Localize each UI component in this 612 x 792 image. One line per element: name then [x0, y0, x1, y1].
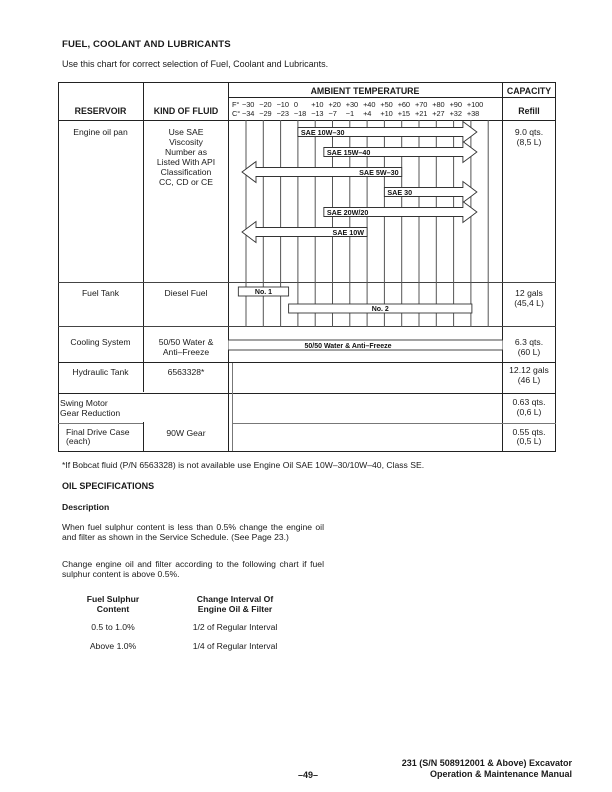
header-reservoir: RESERVOIR — [74, 106, 127, 116]
scale-tick-label: +38 — [466, 109, 480, 118]
capacity-line: (60 L) — [517, 347, 541, 357]
kind-of-fluid-line: Use SAE — [168, 127, 204, 137]
intro-text: Use this chart for correct selection of Fuel, Coolant and Lubricants. — [62, 59, 329, 69]
sulphur-header-content — [78, 594, 148, 614]
oil-range-label: SAE 15W–40 — [326, 148, 371, 157]
fuel-range-label: No. 2 — [371, 306, 389, 313]
row-fuel-kind — [143, 288, 229, 298]
sulphur-row-2-interval: 1/4 of Regular Interval — [192, 641, 278, 651]
sulphur-header-line: Fuel Sulphur — [86, 594, 140, 604]
capacity-line: 12.12 gals — [509, 365, 549, 375]
footer-line-2: Operation & Maintenance Manual — [429, 769, 572, 779]
header-kind-of-fluid: KIND OF FLUID — [153, 106, 219, 116]
row-hydraulic-kind — [143, 367, 229, 377]
scale-unit-label: F° — [232, 100, 240, 109]
page-title: FUEL, COOLANT AND LUBRICANTS — [62, 39, 231, 50]
kind-of-fluid-line: CC, CD or CE — [159, 177, 213, 187]
scale-tick-label: +21 — [415, 109, 428, 118]
sulphur-header-line: Engine Oil & Filter — [197, 604, 273, 614]
description-para-1: When fuel sulphur content is less than 0.5% change the engine oil and filter as shown in the Service Schedule. (See Page 23.) — [62, 522, 324, 542]
scale-tick-label: +10 — [311, 100, 324, 109]
oil-specs-title: OIL SPECIFICATIONS — [62, 481, 155, 491]
oil-range-label: SAE 5W–30 — [359, 168, 399, 177]
row-divider-4 — [58, 393, 556, 394]
scale-tick-label: +27 — [432, 109, 445, 118]
scale-tick-label: −29 — [259, 109, 272, 118]
reservoir-line: Gear Reduction — [60, 408, 121, 418]
description-para-2: Change engine oil and filter according to the following chart if fuel sulphur content is above 0.5%. — [62, 559, 324, 579]
fuel-range-label: No. 1 — [254, 289, 273, 296]
capacity-line: (0,5 L) — [516, 436, 542, 446]
description-heading: Description — [62, 502, 110, 512]
reservoir-line: (each) — [66, 436, 91, 446]
scale-tick-label: −23 — [276, 109, 289, 118]
scale-tick-label: +80 — [432, 100, 445, 109]
chart-inner-left — [232, 363, 233, 451]
row-divider-5b — [232, 423, 556, 424]
row-hydraulic-capacity — [502, 365, 556, 385]
scale-tick-label: −34 — [242, 109, 255, 118]
scale-tick-label: −10 — [276, 100, 289, 109]
oil-range-label: SAE 30 — [387, 188, 413, 197]
row-fuel-reservoir: Fuel Tank — [81, 288, 120, 298]
reservoir-line: Swing Motor — [60, 398, 108, 408]
scale-tick-label: +60 — [397, 100, 410, 109]
row-divider-5a — [58, 423, 143, 424]
row-fuel-capacity — [502, 288, 556, 308]
capacity-line: 0.55 qts. — [512, 427, 546, 437]
sulphur-row-1-interval: 1/2 of Regular Interval — [192, 622, 278, 632]
header-ambient-temperature: AMBIENT TEMPERATURE — [310, 86, 420, 96]
sulphur-row-2-content: Above 1.0% — [89, 641, 137, 651]
row-cooling-kind — [143, 337, 229, 357]
scale-tick-label: +40 — [363, 100, 376, 109]
reservoir-line: Final Drive Case — [66, 427, 130, 437]
capacity-line: (0,6 L) — [516, 407, 542, 417]
scale-tick-label: +20 — [328, 100, 341, 109]
oil-range-label: SAE 10W–30 — [300, 128, 345, 137]
sulphur-row-1-content: 0.5 to 1.0% — [91, 622, 135, 632]
scale-unit-label: C° — [232, 109, 241, 118]
fluids-table — [58, 82, 556, 452]
row-engine-oil-capacity — [502, 127, 556, 147]
temperature-chart — [228, 120, 503, 327]
capacity-line: 6.3 qts. — [514, 337, 544, 347]
scale-tick-label: +32 — [449, 109, 462, 118]
scale-tick-label: −20 — [259, 100, 272, 109]
row-hydraulic-reservoir: Hydraulic Tank — [72, 367, 129, 377]
scale-tick-label: +30 — [345, 100, 359, 109]
scale-tick-label: 0 — [293, 100, 298, 109]
capacity-line: 0.63 qts. — [512, 397, 546, 407]
row-swing-motor-capacity — [502, 397, 556, 417]
kind-of-fluid-line: Classification — [160, 167, 212, 177]
kind-of-fluid-line: Number as — [164, 147, 208, 157]
row-cooling-reservoir: Cooling System — [70, 337, 131, 347]
capacity-line: 9.0 qts. — [514, 127, 544, 137]
row-swing-motor-reservoir — [60, 398, 143, 418]
oil-range-label: SAE 10W — [332, 228, 365, 237]
coolant-chart — [228, 327, 503, 363]
scale-tick-label: +15 — [397, 109, 410, 118]
capacity-line: (8,5 L) — [516, 137, 542, 147]
oil-range-label: SAE 20W/20 — [326, 208, 369, 217]
capacity-line: 12 gals — [515, 288, 543, 298]
kind-of-fluid-line: Listed With API — [156, 157, 216, 167]
header-subdivider — [228, 97, 556, 98]
scale-tick-label: +50 — [380, 100, 393, 109]
scale-tick-label: −7 — [328, 109, 337, 118]
kind-of-fluid-line: 90W Gear — [166, 428, 206, 438]
row-cooling-capacity — [502, 337, 556, 357]
header-capacity: CAPACITY — [506, 86, 552, 96]
scale-tick-label: −1 — [345, 109, 355, 118]
capacity-line: (45,4 L) — [514, 298, 544, 308]
row-engine-oil-reservoir: Engine oil pan — [73, 127, 128, 137]
sulphur-header-interval — [180, 594, 290, 614]
row-final-drive-capacity — [502, 428, 556, 446]
scale-tick-label: +70 — [415, 100, 428, 109]
table-border-top — [58, 82, 556, 83]
coolant-range-label: 50/50 Water & Anti–Freeze — [304, 343, 392, 350]
kind-of-fluid-line: 50/50 Water & — [158, 337, 214, 347]
row-final-drive-kind — [143, 428, 229, 438]
footnote: *If Bobcat fluid (P/N 6563328) is not available use Engine Oil SAE 10W–30/10W–40, Class SE. — [62, 460, 425, 470]
footer-line-1: 231 (S/N 508912001 & Above) Excavator — [401, 758, 572, 768]
scale-tick-label: +4 — [363, 109, 372, 118]
capacity-line: (46 L) — [517, 375, 541, 385]
kind-of-fluid-line: 6563328* — [167, 367, 205, 377]
row-final-drive-reservoir — [66, 428, 143, 446]
sulphur-header-line: Content — [96, 604, 130, 614]
row-engine-oil-kind — [143, 127, 229, 187]
scale-tick-label: +100 — [466, 100, 484, 109]
kind-of-fluid-line: Diesel Fuel — [164, 288, 208, 298]
scale-tick-label: −13 — [311, 109, 324, 118]
header-refill: Refill — [518, 106, 540, 116]
table-border-left — [58, 82, 59, 452]
page-number: –49– — [298, 770, 319, 780]
kind-of-fluid-line: Anti–Freeze — [162, 347, 210, 357]
kind-of-fluid-line: Viscosity — [169, 137, 203, 147]
scale-tick-label: −30 — [242, 100, 255, 109]
sulphur-header-line: Change Interval Of — [196, 594, 274, 604]
scale-tick-label: −18 — [293, 109, 307, 118]
table-border-bottom — [58, 451, 556, 452]
scale-tick-label: +90 — [449, 100, 462, 109]
scale-tick-label: +10 — [380, 109, 393, 118]
